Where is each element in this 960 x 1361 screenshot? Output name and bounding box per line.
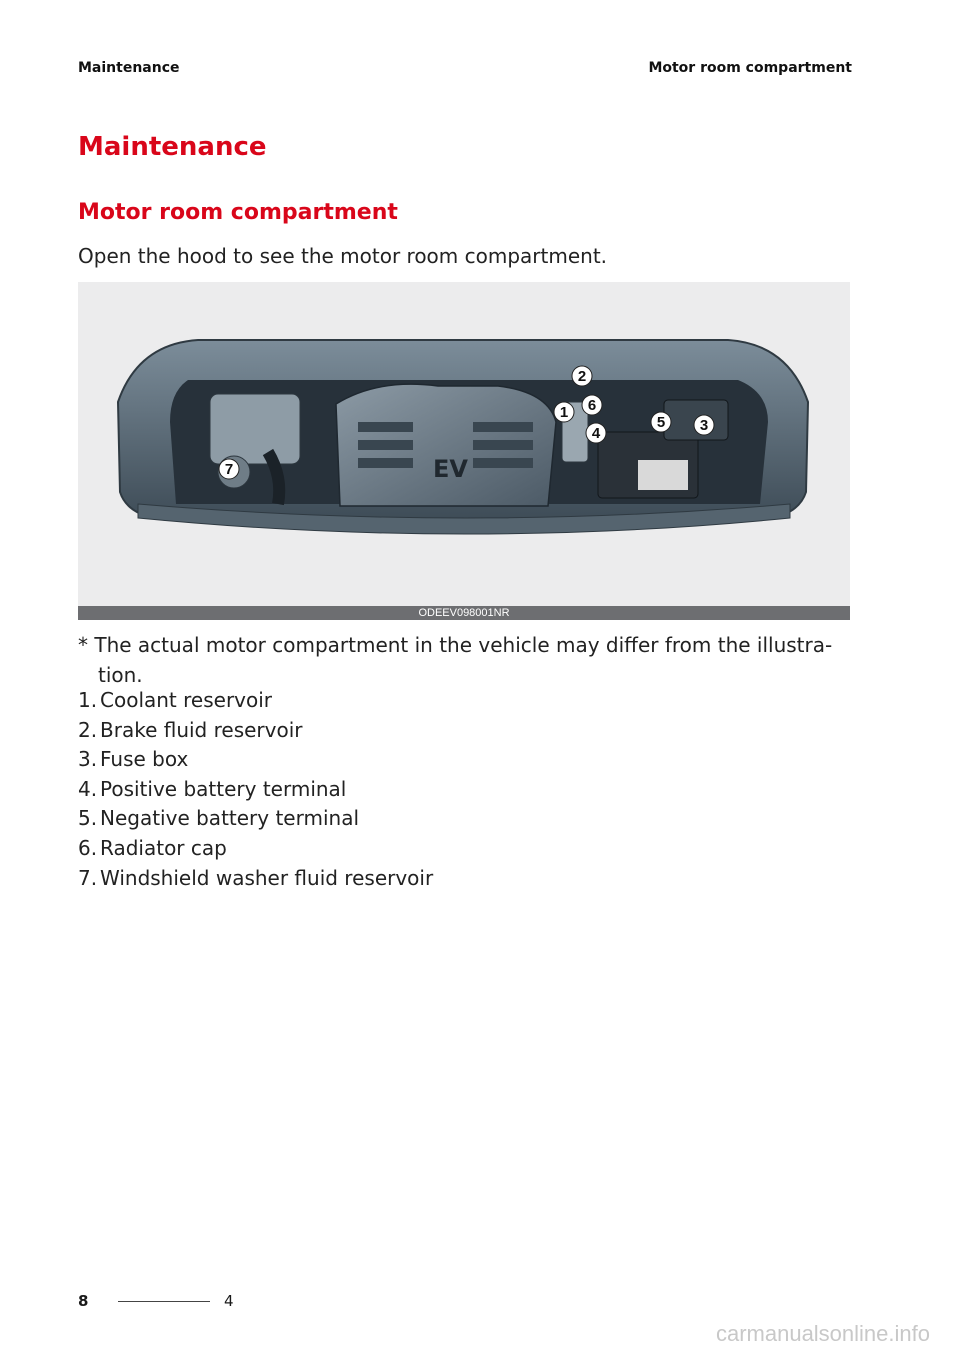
list-item: 4. Positive battery terminal [78,776,347,801]
callout-6: 6 [587,397,597,414]
list-item: 1. Coolant reservoir [78,688,273,712]
intro-text: Open the hood to see the motor room compartment. [78,244,608,268]
list-item: 2. Brake fluid reservoir [78,717,303,742]
chapter-title: Maintenance [78,132,267,162]
section-title: Motor room compartment [78,200,398,225]
motor-compartment-illustration [78,282,850,607]
ev-emblem: EV [433,455,468,483]
chapter-number: 4 [224,1292,234,1310]
callout-1: 1 [559,404,569,421]
page-footer [78,1292,234,1310]
page-number: 8 [78,1292,89,1310]
callout-4: 4 [591,425,601,442]
running-header [78,60,852,76]
watermark: carmanualsonline.info [715,1321,930,1346]
callout-7: 7 [224,461,234,478]
illustration-note: * The actual motor compartment in the vehicle may differ from the illustra- tion. [78,633,833,687]
figure-code: ODEEV098001NR [78,606,850,620]
list-item: 5. Negative battery terminal [78,806,360,831]
list-item: 7. Windshield washer fluid reservoir [78,865,434,890]
list-item: 3. Fuse box [78,747,189,772]
parts-list [78,686,433,893]
motor-compartment-figure [78,282,850,620]
callout-3: 3 [699,417,709,434]
header-chapter: Maintenance [78,60,180,76]
header-section: Motor room compartment [648,60,852,76]
callout-2: 2 [577,368,587,385]
callout-5: 5 [656,414,666,431]
footer-divider [118,1301,210,1302]
list-item: 6. Radiator cap [78,835,227,860]
